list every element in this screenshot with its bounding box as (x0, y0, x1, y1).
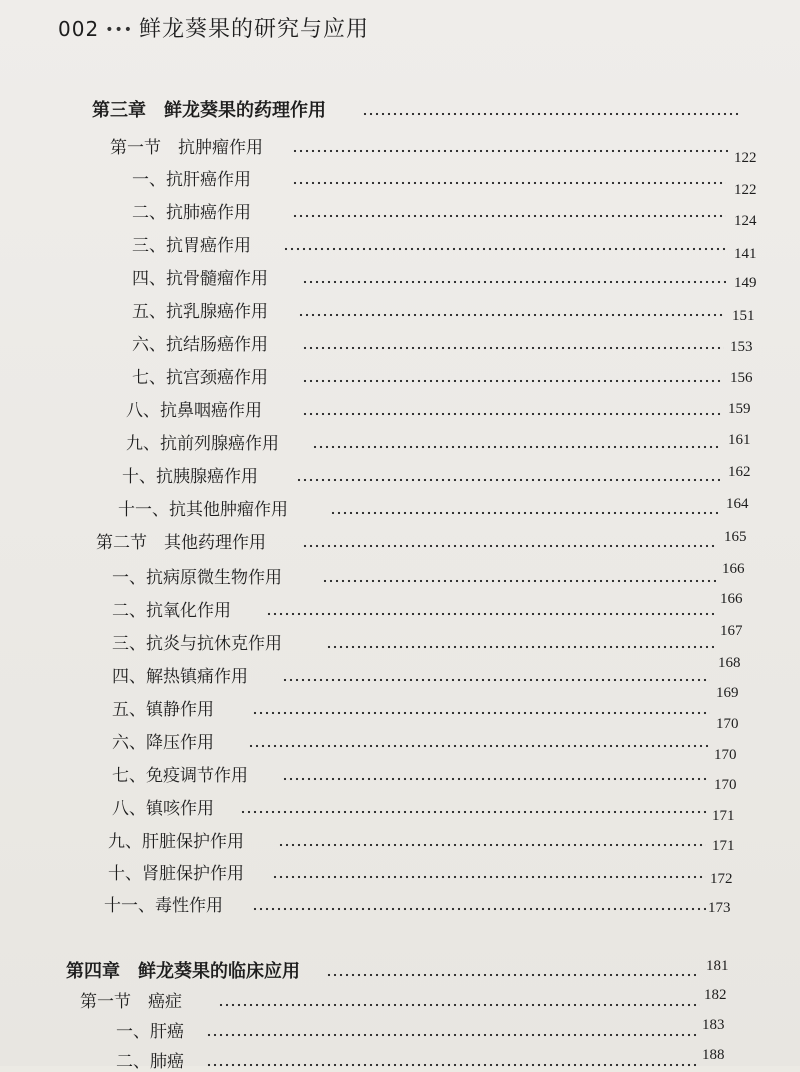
header-dots: ••• (105, 22, 133, 38)
dot-leader (296, 478, 720, 482)
toc-entry-title: 一、肝癌 (116, 1022, 184, 1042)
toc-entry-page-number: 170 (714, 777, 737, 793)
toc-entry-title: 二、肺癌 (116, 1052, 184, 1072)
toc-entry-title: 十、抗胰腺癌作用 (122, 467, 258, 487)
dot-leader (282, 678, 710, 682)
toc-entry-page-number: 171 (712, 808, 735, 824)
toc-entry-page-number: 168 (718, 655, 741, 671)
dot-leader (218, 1003, 700, 1007)
dot-leader (292, 214, 726, 218)
toc-entry-page-number: 165 (724, 529, 747, 545)
toc-entry-page-number: 170 (716, 716, 739, 732)
toc-entry-title: 一、抗病原微生物作用 (112, 568, 282, 588)
dot-leader (266, 612, 714, 616)
dot-leader (278, 843, 706, 847)
toc-entry-title: 二、抗肺癌作用 (132, 203, 251, 223)
toc-entry-title: 六、抗结肠癌作用 (132, 335, 268, 355)
toc-entry-page-number: 181 (706, 958, 729, 974)
dot-leader (292, 181, 726, 185)
toc-entry-title: 七、抗宫颈癌作用 (132, 368, 268, 388)
dot-leader (302, 379, 722, 383)
toc-entry-page-number: 161 (728, 432, 751, 448)
toc-entry-title: 二、抗氧化作用 (112, 601, 231, 621)
dot-leader (292, 149, 728, 153)
toc-entry-page-number: 141 (734, 246, 757, 262)
dot-leader (312, 445, 720, 449)
toc-entry-title: 四、解热镇痛作用 (112, 667, 248, 687)
header-page-number: 002 (58, 17, 100, 41)
dot-leader (326, 973, 696, 977)
toc-entry-page-number: 173 (708, 900, 731, 916)
dot-leader (283, 247, 726, 251)
toc-entry-page-number: 172 (710, 871, 733, 887)
toc-entry-title: 三、抗胃癌作用 (132, 236, 251, 256)
dot-leader (302, 412, 722, 416)
dot-leader (330, 511, 718, 515)
toc-entry-page-number: 149 (734, 275, 757, 291)
toc-entry-page-number: 166 (720, 591, 743, 607)
toc-entry-title: 第一节 抗肿瘤作用 (110, 138, 263, 158)
toc-entry-title: 第二节 其他药理作用 (96, 533, 266, 553)
toc-entry-page-number: 164 (726, 496, 749, 512)
toc-entry-title: 十一、抗其他肿瘤作用 (118, 500, 288, 520)
toc-entry-title: 四、抗骨髓瘤作用 (132, 269, 268, 289)
toc-entry-title: 十一、毒性作用 (104, 896, 223, 916)
toc-entry-title: 三、抗炎与抗休克作用 (112, 634, 282, 654)
toc-entry-title: 十、肾脏保护作用 (108, 864, 244, 884)
dot-leader (282, 777, 708, 781)
toc-entry-page-number: 166 (722, 561, 745, 577)
toc-entry-page-number: 183 (702, 1017, 725, 1033)
toc-entry-title: 九、抗前列腺癌作用 (126, 434, 279, 454)
toc-entry-page-number: 122 (734, 150, 757, 166)
dot-leader (206, 1063, 698, 1067)
dot-leader (252, 907, 706, 911)
toc-entry-title: 一、抗肝癌作用 (132, 170, 251, 190)
dot-leader (302, 346, 724, 350)
toc-entry-page-number: 159 (728, 401, 751, 417)
toc-entry-page-number: 151 (732, 308, 755, 324)
toc-entry-title: 七、免疫调节作用 (112, 766, 248, 786)
toc-entry-page-number: 170 (714, 747, 737, 763)
toc-entry-page-number: 167 (720, 623, 743, 639)
toc-entry-title: 八、抗鼻咽癌作用 (126, 401, 262, 421)
toc-entry-title: 第三章 鲜龙葵果的药理作用 (92, 100, 326, 121)
toc-entry-title: 九、肝脏保护作用 (108, 832, 244, 852)
dot-leader (326, 645, 714, 649)
toc-entry-page-number: 162 (728, 464, 751, 480)
toc-entry-title: 第四章 鲜龙葵果的临床应用 (66, 961, 300, 982)
dot-leader (248, 744, 710, 748)
toc-entry-title: 八、镇咳作用 (112, 799, 214, 819)
toc-entry-page-number: 124 (734, 213, 757, 229)
dot-leader (302, 544, 716, 548)
toc-entry-page-number: 156 (730, 370, 753, 386)
toc-entry-page-number: 169 (716, 685, 739, 701)
dot-leader (272, 875, 706, 879)
toc-entry-page-number: 153 (730, 339, 753, 355)
toc-entry-title: 第一节 癌症 (80, 992, 182, 1012)
toc-entry-page-number: 188 (702, 1047, 725, 1063)
toc-entry-page-number: 182 (704, 987, 727, 1003)
header-book-title: 鲜龙葵果的研究与应用 (138, 17, 369, 42)
dot-leader (362, 112, 740, 116)
toc-entry-page-number: 122 (734, 182, 757, 198)
dot-leader (240, 810, 708, 814)
dot-leader (252, 711, 710, 715)
dot-leader (302, 280, 726, 284)
toc-entry-title: 六、降压作用 (112, 733, 214, 753)
toc-entry-title: 五、镇静作用 (112, 700, 214, 720)
dot-leader (298, 313, 724, 317)
dot-leader (206, 1033, 698, 1037)
toc-entry-page-number: 171 (712, 838, 735, 854)
dot-leader (322, 579, 716, 583)
toc-entry-title: 五、抗乳腺癌作用 (132, 302, 268, 322)
